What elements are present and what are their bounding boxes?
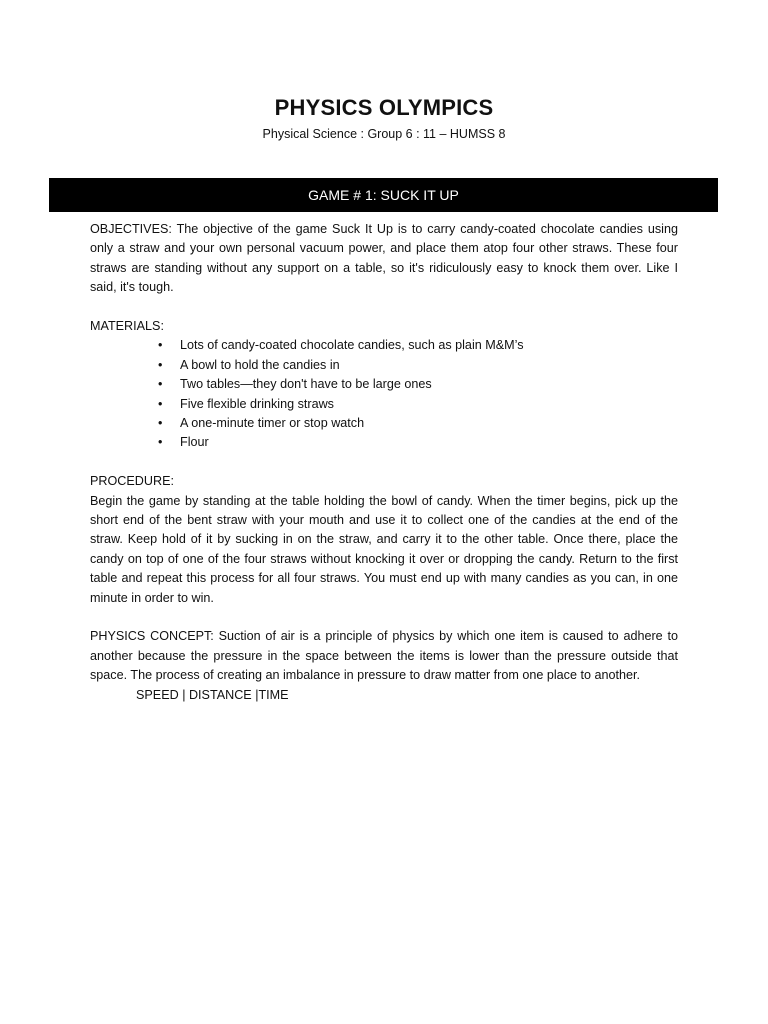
bullet-icon: • xyxy=(158,416,163,431)
bullet-icon: • xyxy=(158,338,163,353)
materials-heading: MATERIALS: xyxy=(90,319,164,334)
procedure-heading: PROCEDURE: xyxy=(90,474,174,489)
bullet-icon: • xyxy=(158,435,163,450)
list-item xyxy=(158,336,678,355)
list-item-text: A bowl to hold the candies in xyxy=(180,357,340,372)
list-item-text: Two tables—they don't have to be large ones xyxy=(180,377,432,392)
spacer xyxy=(90,608,678,627)
list-item-text: Flour xyxy=(180,435,209,450)
list-item xyxy=(158,375,678,394)
bullet-icon: • xyxy=(158,377,163,392)
list-item-text: A one-minute timer or stop watch xyxy=(180,416,365,431)
list-item-text: Five flexible drinking straws xyxy=(180,396,334,411)
list-item xyxy=(158,433,678,452)
spacer xyxy=(90,453,678,472)
list-item xyxy=(158,356,678,375)
procedure-paragraph: Begin the game by standing at the table holding the bowl of candy. When the timer begins, pick up the short end of the bent straw with your mouth and use it to collect one of the candies at the end of the straw. Keep hold of it by sucking in on the straw, and carry it to the other table. Once there, place the candy on top of one of the four straws without knocking it over or dropping the candy. Return to the first table and repeat this process for all four straws. You must end up with many candies as you can, in one minute in order to win. xyxy=(90,493,678,605)
game-label: GAME # 1: SUCK IT UP xyxy=(308,187,459,203)
materials-list xyxy=(90,336,678,452)
objectives-paragraph: OBJECTIVES: The objective of the game Suck It Up is to carry candy-coated chocolate candies using only a straw and your own personal vacuum power, and place them atop four other straws. These four straws are standing without any support on a table, so it's ridiculously easy to knock them over. Like I said, it's tough. xyxy=(90,222,678,295)
game-banner xyxy=(49,178,718,212)
page-subtitle: Physical Science : Group 6 : 11 – HUMSS 8 xyxy=(262,127,506,141)
page-title: PHYSICS OLYMPICS xyxy=(274,95,494,120)
spacer xyxy=(90,298,678,317)
list-item xyxy=(158,414,678,433)
physics-concepts-line: SPEED | DISTANCE |TIME xyxy=(136,687,289,702)
list-item-text: Lots of candy-coated chocolate candies, such as plain M&M’s xyxy=(180,338,524,353)
list-item xyxy=(158,395,678,414)
physics-concept-paragraph: PHYSICS CONCEPT: Suction of air is a principle of physics by which one item is caused to adhere to another because the pressure in the space between the items is lower than the pressure outside that space. The process of creating an imbalance in pressure to draw matter from one place to another. xyxy=(90,629,678,683)
bullet-icon: • xyxy=(158,396,163,411)
document-body xyxy=(90,220,678,705)
bullet-icon: • xyxy=(158,357,163,372)
